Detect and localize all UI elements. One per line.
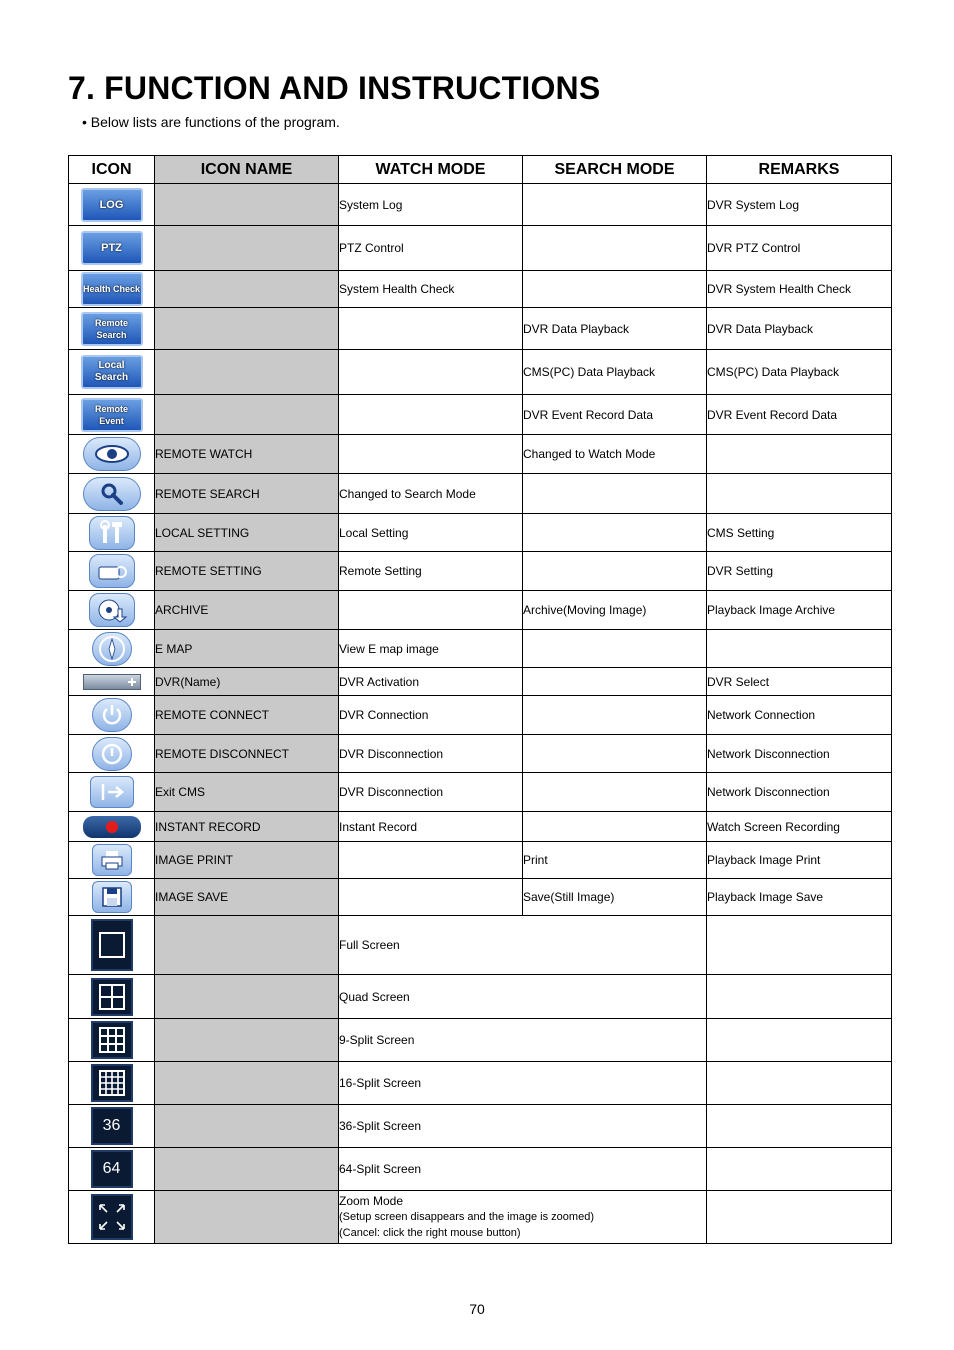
remarks-cell: CMS(PC) Data Playback bbox=[707, 350, 892, 395]
magnifier-icon bbox=[83, 477, 141, 511]
watch-mode-cell: Local Setting bbox=[339, 514, 523, 552]
icon-name-cell: REMOTE SEARCH bbox=[155, 474, 339, 514]
local-search-button-icon: Local Search bbox=[81, 355, 143, 389]
search-mode-cell bbox=[523, 184, 707, 226]
icon-name-cell bbox=[155, 1019, 339, 1062]
watch-mode-cell bbox=[339, 395, 523, 435]
remote-event-button-icon: Remote Event bbox=[81, 398, 143, 432]
full-screen-icon bbox=[91, 919, 133, 971]
page-subtitle: • Below lists are functions of the program. bbox=[82, 114, 340, 130]
watch-mode-cell bbox=[339, 350, 523, 395]
save-icon bbox=[92, 881, 132, 913]
table-row bbox=[69, 435, 892, 474]
remarks-cell bbox=[707, 630, 892, 668]
table-row bbox=[69, 350, 892, 395]
search-mode-cell: CMS(PC) Data Playback bbox=[523, 350, 707, 395]
search-mode-cell: DVR Event Record Data bbox=[523, 395, 707, 435]
table-row bbox=[69, 842, 892, 879]
split-36-icon: 36 bbox=[91, 1107, 133, 1145]
header-watch-mode: WATCH MODE bbox=[339, 156, 523, 184]
print-icon bbox=[92, 844, 132, 876]
search-mode-cell bbox=[523, 226, 707, 271]
table-row bbox=[69, 552, 892, 591]
search-mode-cell bbox=[523, 668, 707, 696]
table-row bbox=[69, 184, 892, 226]
search-mode-cell: Save(Still Image) bbox=[523, 879, 707, 916]
watch-mode-cell: DVR Disconnection bbox=[339, 735, 523, 773]
table-row bbox=[69, 1105, 892, 1148]
remarks-cell: DVR Select bbox=[707, 668, 892, 696]
mode-cell: Quad Screen bbox=[339, 975, 707, 1019]
icon-name-cell: IMAGE SAVE bbox=[155, 879, 339, 916]
mode-cell: 64-Split Screen bbox=[339, 1148, 707, 1191]
compass-icon bbox=[92, 632, 132, 666]
zoom-mode-label: Zoom Mode bbox=[339, 1194, 404, 1208]
table-row bbox=[69, 1191, 892, 1244]
icon-name-cell: DVR(Name) bbox=[155, 668, 339, 696]
remarks-cell: DVR Data Playback bbox=[707, 308, 892, 350]
watch-mode-cell: DVR Disconnection bbox=[339, 773, 523, 812]
mode-cell: 16-Split Screen bbox=[339, 1062, 707, 1105]
table-row bbox=[69, 226, 892, 271]
watch-mode-cell bbox=[339, 435, 523, 474]
icon-name-cell bbox=[155, 226, 339, 271]
header-icon: ICON bbox=[69, 156, 155, 184]
remarks-cell bbox=[707, 1062, 892, 1105]
watch-mode-cell: DVR Activation bbox=[339, 668, 523, 696]
watch-mode-cell bbox=[339, 879, 523, 916]
watch-mode-cell: System Health Check bbox=[339, 271, 523, 308]
remarks-cell bbox=[707, 975, 892, 1019]
table-row bbox=[69, 395, 892, 435]
remarks-cell: DVR Setting bbox=[707, 552, 892, 591]
watch-mode-cell: View E map image bbox=[339, 630, 523, 668]
icon-name-cell: REMOTE SETTING bbox=[155, 552, 339, 591]
ptz-button-icon: PTZ bbox=[81, 231, 143, 265]
zoom-mode-description: (Setup screen disappears and the image is zoomed) bbox=[339, 1211, 594, 1223]
remarks-cell bbox=[707, 1191, 892, 1244]
remarks-cell: DVR System Log bbox=[707, 184, 892, 226]
table-row bbox=[69, 1062, 892, 1105]
page-title: 7. FUNCTION AND INSTRUCTIONS bbox=[68, 70, 601, 106]
remarks-cell: Network Connection bbox=[707, 696, 892, 735]
split-9-icon bbox=[91, 1021, 133, 1059]
icon-name-cell bbox=[155, 916, 339, 975]
watch-mode-cell: DVR Connection bbox=[339, 696, 523, 735]
table-header-row bbox=[69, 156, 892, 184]
table-row bbox=[69, 1019, 892, 1062]
watch-mode-cell: Remote Setting bbox=[339, 552, 523, 591]
icon-name-cell: REMOTE DISCONNECT bbox=[155, 735, 339, 773]
icon-name-cell: REMOTE CONNECT bbox=[155, 696, 339, 735]
function-table bbox=[68, 155, 892, 1244]
watch-mode-cell: PTZ Control bbox=[339, 226, 523, 271]
icon-name-cell bbox=[155, 975, 339, 1019]
health-check-button-icon: Health Check bbox=[81, 272, 143, 306]
icon-name-cell bbox=[155, 184, 339, 226]
table-row bbox=[69, 591, 892, 630]
table-row bbox=[69, 474, 892, 514]
remarks-cell: Network Disconnection bbox=[707, 773, 892, 812]
remarks-cell bbox=[707, 1148, 892, 1191]
search-mode-cell: DVR Data Playback bbox=[523, 308, 707, 350]
search-mode-cell bbox=[523, 271, 707, 308]
icon-name-cell: LOCAL SETTING bbox=[155, 514, 339, 552]
icon-name-cell: INSTANT RECORD bbox=[155, 812, 339, 842]
mode-cell: 9-Split Screen bbox=[339, 1019, 707, 1062]
record-icon bbox=[83, 816, 141, 838]
remarks-cell: DVR PTZ Control bbox=[707, 226, 892, 271]
remarks-cell: Playback Image Archive bbox=[707, 591, 892, 630]
icon-name-cell: IMAGE PRINT bbox=[155, 842, 339, 879]
icon-name-cell: ARCHIVE bbox=[155, 591, 339, 630]
icon-name-cell: Exit CMS bbox=[155, 773, 339, 812]
search-mode-cell bbox=[523, 514, 707, 552]
search-mode-cell: Changed to Watch Mode bbox=[523, 435, 707, 474]
remarks-cell bbox=[707, 916, 892, 975]
watch-mode-cell bbox=[339, 842, 523, 879]
table-row bbox=[69, 975, 892, 1019]
watch-mode-cell: Changed to Search Mode bbox=[339, 474, 523, 514]
header-search-mode: SEARCH MODE bbox=[523, 156, 707, 184]
table-row bbox=[69, 271, 892, 308]
watch-mode-cell: System Log bbox=[339, 184, 523, 226]
remarks-cell bbox=[707, 1105, 892, 1148]
remote-search-button-icon: Remote Search bbox=[81, 312, 143, 346]
zoom-mode-cancel-note: (Cancel: click the right mouse button) bbox=[339, 1227, 521, 1239]
table-row bbox=[69, 773, 892, 812]
header-icon-name: ICON NAME bbox=[155, 156, 339, 184]
mode-cell: 36-Split Screen bbox=[339, 1105, 707, 1148]
remarks-cell: CMS Setting bbox=[707, 514, 892, 552]
icon-name-cell bbox=[155, 1191, 339, 1244]
mode-cell: Full Screen bbox=[339, 916, 707, 975]
icon-name-cell bbox=[155, 1148, 339, 1191]
log-button-icon: LOG bbox=[81, 188, 143, 222]
power-icon bbox=[92, 698, 132, 732]
icon-name-cell bbox=[155, 1105, 339, 1148]
table-row bbox=[69, 812, 892, 842]
table-row bbox=[69, 879, 892, 916]
eye-icon bbox=[83, 437, 141, 471]
search-mode-cell bbox=[523, 474, 707, 514]
table-row bbox=[69, 630, 892, 668]
split-16-icon bbox=[91, 1064, 133, 1102]
page-number: 70 bbox=[469, 1301, 485, 1317]
quad-screen-icon bbox=[91, 978, 133, 1016]
icon-name-cell bbox=[155, 350, 339, 395]
table-row bbox=[69, 1148, 892, 1191]
search-mode-cell: Print bbox=[523, 842, 707, 879]
archive-icon bbox=[89, 593, 135, 627]
icon-name-cell bbox=[155, 308, 339, 350]
table-row bbox=[69, 668, 892, 696]
watch-mode-cell bbox=[339, 308, 523, 350]
dvr-settings-icon bbox=[89, 554, 135, 588]
table-row bbox=[69, 735, 892, 773]
table-row bbox=[69, 696, 892, 735]
search-mode-cell bbox=[523, 735, 707, 773]
remarks-cell: Network Disconnection bbox=[707, 735, 892, 773]
icon-name-cell bbox=[155, 1062, 339, 1105]
watch-mode-cell: Instant Record bbox=[339, 812, 523, 842]
table-row bbox=[69, 916, 892, 975]
split-64-icon: 64 bbox=[91, 1150, 133, 1188]
exit-icon bbox=[90, 776, 134, 808]
remarks-cell: Watch Screen Recording bbox=[707, 812, 892, 842]
dvr-name-bar-icon bbox=[83, 674, 141, 690]
tools-icon bbox=[89, 516, 135, 550]
remarks-cell bbox=[707, 1019, 892, 1062]
remarks-cell: Playback Image Print bbox=[707, 842, 892, 879]
table-row bbox=[69, 514, 892, 552]
search-mode-cell bbox=[523, 773, 707, 812]
search-mode-cell bbox=[523, 552, 707, 591]
table-row bbox=[69, 308, 892, 350]
remarks-cell: DVR System Health Check bbox=[707, 271, 892, 308]
zoom-arrows-icon bbox=[91, 1194, 133, 1240]
icon-name-cell bbox=[155, 395, 339, 435]
header-remarks: REMARKS bbox=[707, 156, 892, 184]
search-mode-cell: Archive(Moving Image) bbox=[523, 591, 707, 630]
icon-name-cell: REMOTE WATCH bbox=[155, 435, 339, 474]
remarks-cell: DVR Event Record Data bbox=[707, 395, 892, 435]
mode-cell bbox=[339, 1191, 707, 1244]
search-mode-cell bbox=[523, 630, 707, 668]
watch-mode-cell bbox=[339, 591, 523, 630]
icon-name-cell bbox=[155, 271, 339, 308]
icon-name-cell: E MAP bbox=[155, 630, 339, 668]
remarks-cell bbox=[707, 474, 892, 514]
disconnect-icon bbox=[92, 737, 132, 771]
search-mode-cell bbox=[523, 696, 707, 735]
remarks-cell bbox=[707, 435, 892, 474]
remarks-cell: Playback Image Save bbox=[707, 879, 892, 916]
search-mode-cell bbox=[523, 812, 707, 842]
